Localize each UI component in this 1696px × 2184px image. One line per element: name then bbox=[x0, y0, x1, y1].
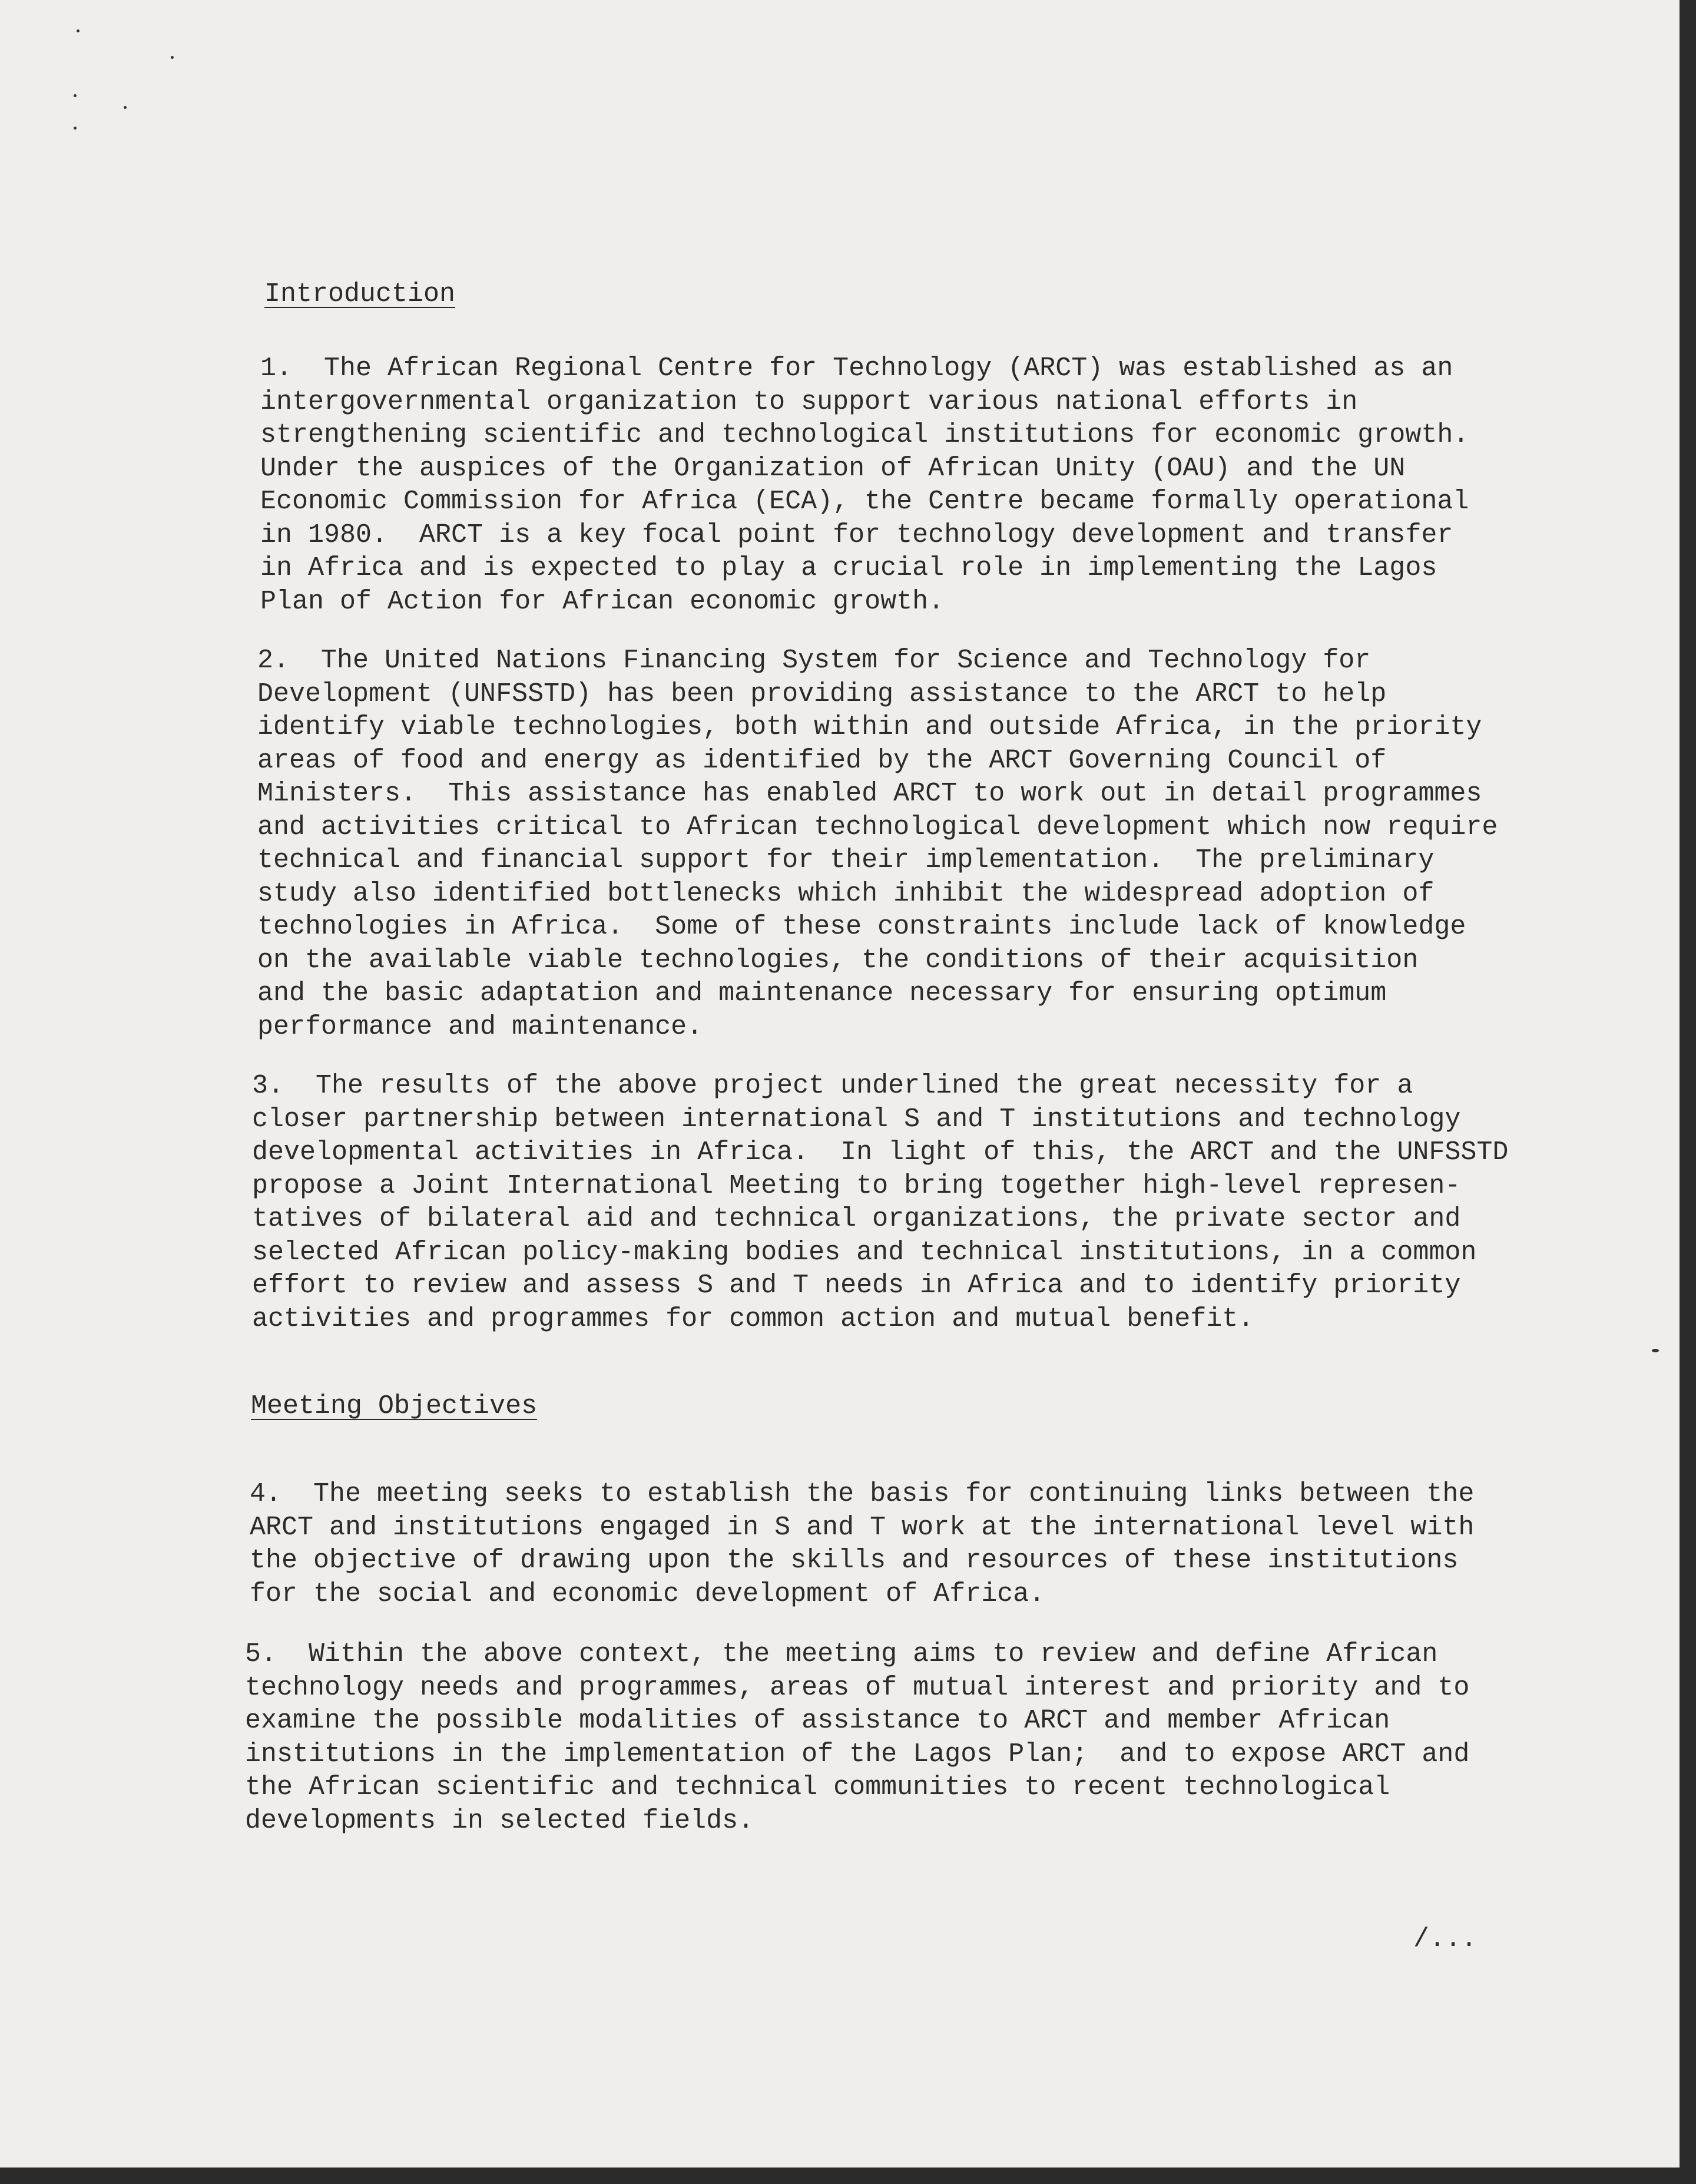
speck-mark bbox=[124, 106, 127, 109]
section-heading: Introduction bbox=[264, 279, 456, 309]
paragraph-line: effort to review and assess S and T needs in Africa and to identify priority bbox=[252, 1270, 1461, 1301]
paragraph-line: intergovernmental organization to support various national efforts in bbox=[260, 386, 1358, 417]
paragraph-line: examine the possible modalities of assistance to ARCT and member African bbox=[245, 1706, 1390, 1736]
paragraph-line: and activities critical to African technological development which now require bbox=[257, 812, 1498, 842]
paragraph-line: activities and programmes for common action and mutual benefit. bbox=[252, 1303, 1254, 1334]
speck-mark bbox=[74, 94, 77, 97]
paragraph-line: and the basic adaptation and maintenance necessary for ensuring optimum bbox=[257, 978, 1387, 1008]
paragraph-line: 3. The results of the above project underlined the great necessity for a bbox=[252, 1071, 1413, 1101]
paragraph-line: Development (UNFSSTD) has been providing assistance to the ARCT to help bbox=[257, 679, 1387, 709]
paragraph-line: technologies in Africa. Some of these constraints include lack of knowledge bbox=[257, 912, 1466, 942]
paragraph-line: tatives of bilateral aid and technical organizations, the private sector and bbox=[252, 1204, 1461, 1234]
paragraph-line: the African scientific and technical communities to recent technological bbox=[245, 1772, 1390, 1802]
paragraph-line: institutions in the implementation of the Lagos Plan; and to expose ARCT and bbox=[245, 1739, 1470, 1769]
section-heading: Meeting Objectives bbox=[251, 1391, 538, 1421]
paragraph-line: the objective of drawing upon the skills and resources of these institutions bbox=[250, 1546, 1459, 1576]
paragraph-line: performance and maintenance. bbox=[257, 1011, 703, 1042]
paragraph-line: areas of food and energy as identified by the ARCT Governing Council of bbox=[257, 745, 1387, 776]
speck-mark bbox=[77, 29, 80, 32]
paragraph-line: technical and financial support for their implementation. The preliminary bbox=[257, 845, 1435, 875]
paragraph-line: ARCT and institutions engaged in S and T work at the international level with bbox=[250, 1512, 1475, 1543]
speck-mark bbox=[171, 56, 174, 59]
paragraph-line: selected African policy-making bodies and technical institutions, in a common bbox=[252, 1237, 1477, 1268]
paragraph-line: strengthening scientific and technological institutions for economic growth. bbox=[260, 420, 1469, 450]
paragraph-line: 1. The African Regional Centre for Technology (ARCT) was established as an bbox=[260, 353, 1453, 383]
paragraph-line: in Africa and is expected to play a crucial role in implementing the Lagos bbox=[260, 553, 1437, 583]
paragraph-line: developmental activities in Africa. In light of this, the ARCT and the UNFSSTD bbox=[252, 1137, 1509, 1167]
paragraph-line: propose a Joint International Meeting to bring together high-level represen- bbox=[252, 1170, 1461, 1201]
paragraph-line: technology needs and programmes, areas of mutual interest and priority and to bbox=[245, 1672, 1470, 1703]
paragraph-line: 2. The United Nations Financing System for Science and Technology for bbox=[257, 646, 1371, 676]
paragraph-line: Ministers. This assistance has enabled ARCT to work out in detail programmes bbox=[257, 779, 1482, 809]
paragraph-line: 4. The meeting seeks to establish the basis for continuing links between the bbox=[250, 1479, 1475, 1509]
speck-mark bbox=[1652, 1349, 1659, 1352]
paragraph-line: on the available viable technologies, the conditions of their acquisition bbox=[257, 945, 1419, 975]
continuation-mark: /... bbox=[1413, 1924, 1478, 1954]
paragraph-line: identify viable technologies, both within and outside Africa, in the priority bbox=[257, 712, 1482, 742]
paragraph-line: for the social and economic development of Africa. bbox=[250, 1579, 1045, 1609]
paragraph-line: study also identified bottlenecks which inhibit the widespread adoption of bbox=[257, 878, 1435, 909]
paragraph-line: Economic Commission for Africa (ECA), the Centre became formally operational bbox=[260, 487, 1469, 517]
paragraph-line: Under the auspices of the Organization of African Unity (OAU) and the UN bbox=[260, 453, 1406, 484]
paragraph-line: closer partnership between international S and T institutions and technology bbox=[252, 1104, 1461, 1134]
paragraph-line: 5. Within the above context, the meeting aims to review and define African bbox=[245, 1639, 1438, 1669]
paragraph-line: developments in selected fields. bbox=[245, 1805, 754, 1836]
paragraph-line: in 1980. ARCT is a key focal point for technology development and transfer bbox=[260, 519, 1453, 550]
paragraph-line: Plan of Action for African economic growth. bbox=[260, 586, 945, 617]
speck-mark bbox=[74, 127, 77, 130]
